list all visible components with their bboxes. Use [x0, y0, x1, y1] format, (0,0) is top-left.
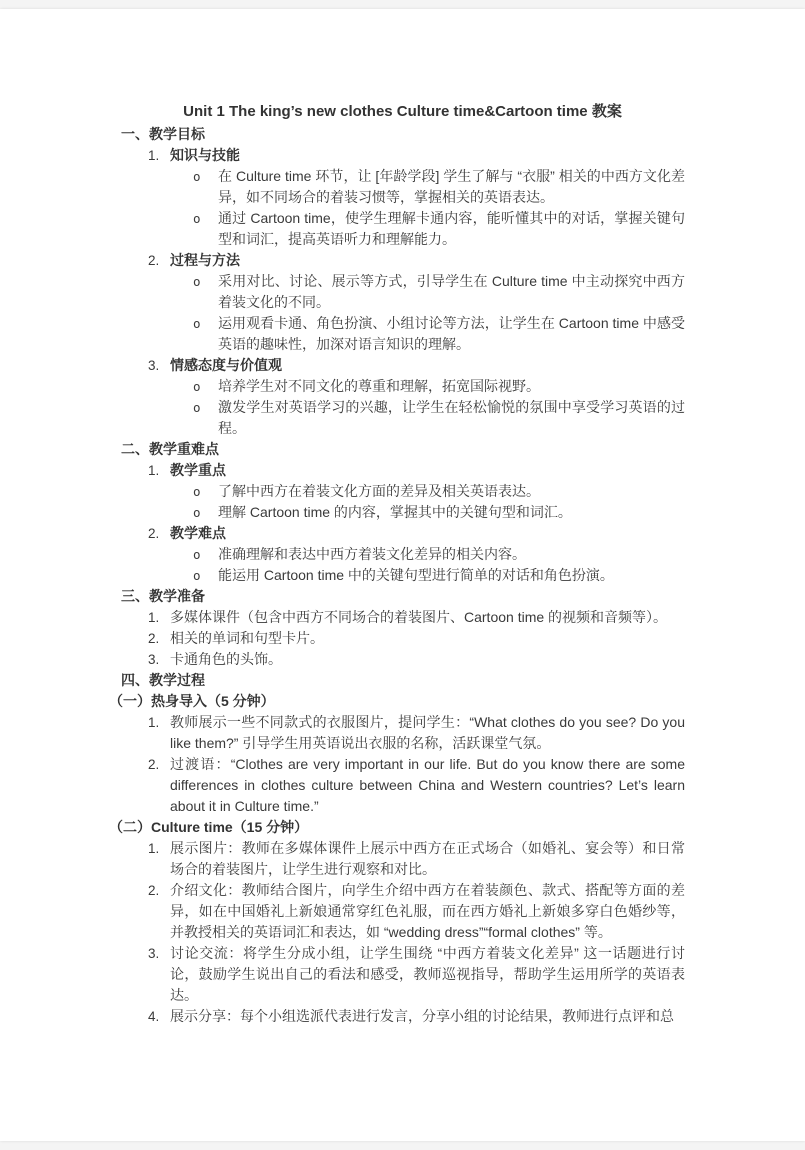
bullet-text: 采用对比、讨论、展示等方式，引导学生在 Culture time 中主动探究中西方着装文化的不同。	[218, 273, 685, 310]
bullet-text: 激发学生对英语学习的兴趣，让学生在轻松愉悦的氛围中享受学习英语的过程。	[218, 399, 685, 436]
list-item	[96, 880, 685, 943]
list-item-text: 介绍文化：教师结合图片，向学生介绍中西方在着装颜色、款式、搭配等方面的差异，如在中国婚礼上新娘通常穿红色礼服，而在西方婚礼上新娘多穿白色婚纱等，并教授相关的英语词汇和表达，如 “wedding dress”“formal clothes” 等。	[170, 882, 685, 940]
subsection-heading: （二）Culture time（15 分钟）	[109, 819, 309, 835]
bullet-icon: o	[193, 400, 201, 415]
page	[0, 9, 805, 1141]
bullet-text: 培养学生对不同文化的尊重和理解，拓宽国际视野。	[218, 378, 540, 394]
list-item-number: 1.	[148, 715, 160, 730]
bullet-item	[96, 565, 685, 586]
list-item-number: 1.	[148, 610, 160, 625]
bullet-icon: o	[193, 568, 201, 583]
bullet-text: 在 Culture time 环节，让 [年龄学段] 学生了解与 “衣服” 相关的中西方文化差异，如不同场合的着装习惯等，掌握相关的英语表达。	[218, 168, 685, 205]
bullet-icon: o	[193, 505, 201, 520]
bullet-text: 能运用 Cartoon time 中的关键句型进行简单的对话和角色扮演。	[218, 567, 614, 583]
list-item-number: 1.	[148, 148, 160, 163]
list-item-label: 过程与方法	[170, 252, 240, 268]
list-item-text: 相关的单词和句型卡片。	[170, 630, 324, 646]
list-item-number: 2.	[148, 526, 160, 541]
bullet-item	[96, 397, 685, 439]
list-item-text: 卡通角色的头饰。	[170, 651, 282, 667]
bullet-text: 了解中西方在着装文化方面的差异及相关英语表达。	[218, 483, 540, 499]
section-heading: 四、教学过程	[121, 672, 205, 688]
bullet-text: 运用观看卡通、角色扮演、小组讨论等方法，让学生在 Cartoon time 中感受英语的趣味性，加深对语言知识的理解。	[218, 315, 685, 352]
list-item-text: 多媒体课件（包含中西方不同场合的着装图片、Cartoon time 的视频和音频等）。	[170, 609, 668, 625]
bullet-item	[96, 544, 685, 565]
bullet-item	[96, 502, 685, 523]
list-item-number: 2.	[148, 883, 160, 898]
list-item	[96, 943, 685, 1006]
list-item	[96, 838, 685, 880]
list-item	[96, 628, 685, 649]
bullet-icon: o	[193, 547, 201, 562]
list-item	[96, 250, 685, 271]
section-heading: 一、教学目标	[121, 126, 205, 142]
list-item-number: 2.	[148, 631, 160, 646]
list-item	[96, 607, 685, 628]
bullet-text: 通过 Cartoon time，使学生理解卡通内容，能听懂其中的对话，掌握关键句型和词汇，提高英语听力和理解能力。	[218, 210, 685, 247]
bullet-text: 准确理解和表达中西方着装文化差异的相关内容。	[218, 546, 526, 562]
document-content	[0, 9, 805, 1027]
bullet-item	[96, 208, 685, 250]
list-item	[96, 523, 685, 544]
bullet-icon: o	[193, 484, 201, 499]
bullet-icon: o	[193, 274, 201, 289]
bullet-item	[96, 271, 685, 313]
list-item-number: 2.	[148, 253, 160, 268]
list-item	[96, 1006, 685, 1027]
list-item-text: 展示分享：每个小组选派代表进行发言，分享小组的讨论结果，教师进行点评和总	[170, 1008, 674, 1024]
list-item-label: 教学重点	[170, 462, 226, 478]
list-item-label: 情感态度与价值观	[170, 357, 282, 373]
bullet-item	[96, 376, 685, 397]
list-item-number: 3.	[148, 946, 160, 961]
bullet-icon: o	[193, 211, 201, 226]
list-item-number: 3.	[148, 652, 160, 667]
list-item-text: 展示图片：教师在多媒体课件上展示中西方在正式场合（如婚礼、宴会等）和日常场合的着装图片，让学生进行观察和对比。	[170, 840, 685, 877]
bullet-item	[96, 166, 685, 208]
bullet-icon: o	[193, 379, 201, 394]
list-item	[96, 712, 685, 754]
section-heading: 二、教学重难点	[121, 441, 219, 457]
list-item-text: 讨论交流：将学生分成小组，让学生围绕 “中西方着装文化差异” 这一话题进行讨论，鼓励学生说出自己的看法和感受，教师巡视指导，帮助学生运用所学的英语表达。	[170, 945, 685, 1003]
list-item	[96, 145, 685, 166]
list-item-number: 3.	[148, 358, 160, 373]
list-item-label: 知识与技能	[170, 147, 240, 163]
list-item	[96, 460, 685, 481]
bullet-icon: o	[193, 316, 201, 331]
list-item-label: 教学难点	[170, 525, 226, 541]
section-heading: 三、教学准备	[121, 588, 205, 604]
list-item	[96, 754, 685, 817]
subsection-heading: （一）热身导入（5 分钟）	[109, 693, 275, 709]
list-item-number: 4.	[148, 1009, 160, 1024]
bullet-text: 理解 Cartoon time 的内容，掌握其中的关键句型和词汇。	[218, 504, 572, 520]
list-item-number: 1.	[148, 841, 160, 856]
doc-title: Unit 1 The king’s new clothes Culture time&Cartoon time 教案	[183, 103, 622, 120]
list-item-number: 1.	[148, 463, 160, 478]
list-item	[96, 355, 685, 376]
list-item-text: 过渡语：“Clothes are very important in our life. But do you know there are some differences in clothes culture between China and Western countries? Let’s learn about it in Culture time.”	[170, 756, 685, 814]
list-item	[96, 649, 685, 670]
bullet-icon: o	[193, 169, 201, 184]
bullet-item	[96, 313, 685, 355]
bullet-item	[96, 481, 685, 502]
list-item-text: 教师展示一些不同款式的衣服图片，提问学生：“What clothes do you see? Do you like them?” 引导学生用英语说出衣服的名称，活跃课堂气氛。	[170, 714, 685, 751]
list-item-number: 2.	[148, 757, 160, 772]
